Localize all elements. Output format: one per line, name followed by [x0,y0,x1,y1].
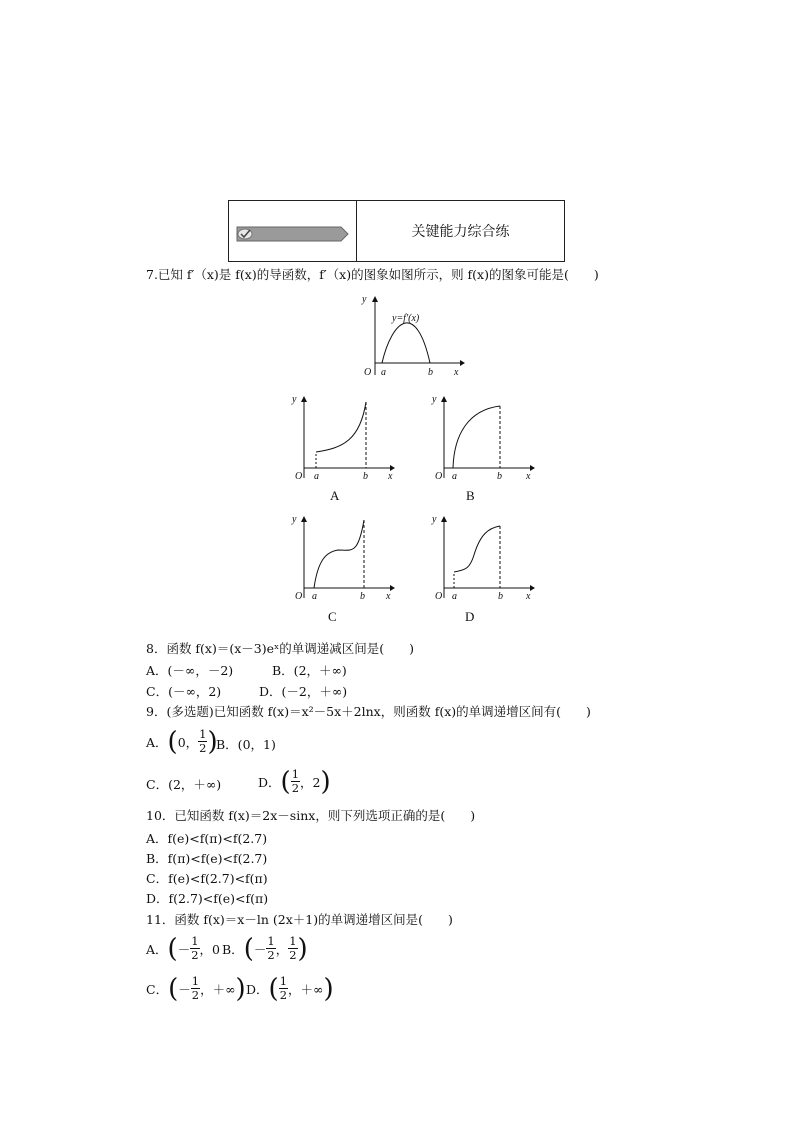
graph-option-c [288,510,398,600]
fraction: $\frac{1}{2}$ [191,974,200,1002]
derivative-graph [360,290,470,380]
svg-text:b: b [363,471,368,480]
q8-option-b[interactable]: B．(2，＋∞) [272,663,347,678]
q9-option-b[interactable]: B．(0，1) [216,737,276,752]
section-header [228,200,565,262]
svg-text:y: y [292,394,297,405]
svg-text:b: b [360,591,365,600]
q9-option-a[interactable]: A． ( 0， $\frac{1}{2}$ ) [146,726,218,757]
svg-text:x: x [526,471,531,480]
fraction: $\frac{1}{2}$ [291,767,300,795]
check-banner-icon [229,201,356,261]
graph-option-d [428,510,538,600]
svg-text:y: y [432,514,437,525]
svg-text:a: a [452,471,457,480]
fraction: $\frac{1}{2}$ [191,934,199,962]
q9-option-c[interactable]: C．(2，＋∞) [146,777,222,792]
a-label: a [381,367,386,378]
q7-text: 7.已知 f′（x)是 f(x)的导函数，f′（x)的图象如图所示，则 f(x)的图象可能是( ) [146,267,599,282]
graph-d-label: D [465,609,475,624]
svg-text:x: x [388,471,393,480]
q11-option-a[interactable]: A． ( － $\frac{1}{2}$ ，0 [146,933,220,964]
svg-text:y: y [432,394,437,405]
q11-option-d[interactable]: D． ( $\frac{1}{2}$ ，＋∞ ) [246,973,334,1004]
svg-text:O: O [435,471,443,480]
svg-text:O: O [295,591,303,600]
q11-option-c[interactable]: C． ( － $\frac{1}{2}$ ，＋∞ ) [146,973,246,1004]
q8-option-d[interactable]: D．(－2，＋∞) [259,684,348,699]
svg-text:b: b [498,591,503,600]
svg-text:O: O [435,591,443,600]
q10-option-b[interactable]: B．f(π)<f(e)<f(2.7) [146,851,268,866]
svg-text:a: a [314,471,319,480]
derivative-curve [382,323,430,363]
header-title: 关键能力综合练 [411,224,510,240]
fraction: $\frac{1}{2}$ [199,727,207,755]
x-label: x [454,367,459,378]
svg-text:x: x [386,591,391,600]
q9-option-d[interactable]: D． ( $\frac{1}{2}$ ，2 ) [258,766,331,797]
graph-option-a [288,390,398,480]
q8-option-c[interactable]: C．(－∞，2) [146,684,222,699]
fraction: $\frac{1}{2}$ [289,934,297,962]
svg-text:x: x [526,591,531,600]
q8-option-a[interactable]: A．(－∞，－2) [146,663,234,678]
b-label: b [428,367,433,378]
svg-text:a: a [452,591,457,600]
svg-text:b: b [497,471,502,480]
q11-option-b[interactable]: B． ( － $\frac{1}{2}$ ， $\frac{1}{2}$ ) [222,933,308,964]
svg-text:O: O [295,471,303,480]
svg-text:a: a [312,591,317,600]
graph-a-label: A [330,488,340,503]
q10-option-c[interactable]: C．f(e)<f(2.7)<f(π) [146,871,268,886]
graph-option-b [428,390,538,480]
y-label: y [362,294,367,305]
fraction: $\frac{1}{2}$ [267,934,275,962]
q11-text: 11．函数 f(x)＝x－ln (2x＋1)的单调递增区间是( ) [146,912,453,927]
curve-label: y=f′(x) [392,313,420,324]
svg-text:y: y [292,514,297,525]
graph-c-label: C [328,609,337,624]
q10-option-d[interactable]: D．f(2.7)<f(e)<f(π) [146,891,269,906]
origin-label: O [364,367,372,378]
q8-text: 8．函数 f(x)＝(x－3)eˣ的单调递减区间是( ) [146,641,415,656]
graph-b-label: B [466,488,475,503]
q9-text: 9．(多选题)已知函数 f(x)＝x²－5x＋2lnx，则函数 f(x)的单调递增区间有( ) [146,704,591,719]
q10-option-a[interactable]: A．f(e)<f(π)<f(2.7) [146,831,268,846]
q10-text: 10．已知函数 f(x)＝2x－sinx，则下列选项正确的是( ) [146,808,476,823]
fraction: $\frac{1}{2}$ [279,974,288,1002]
header-badge [229,201,357,261]
